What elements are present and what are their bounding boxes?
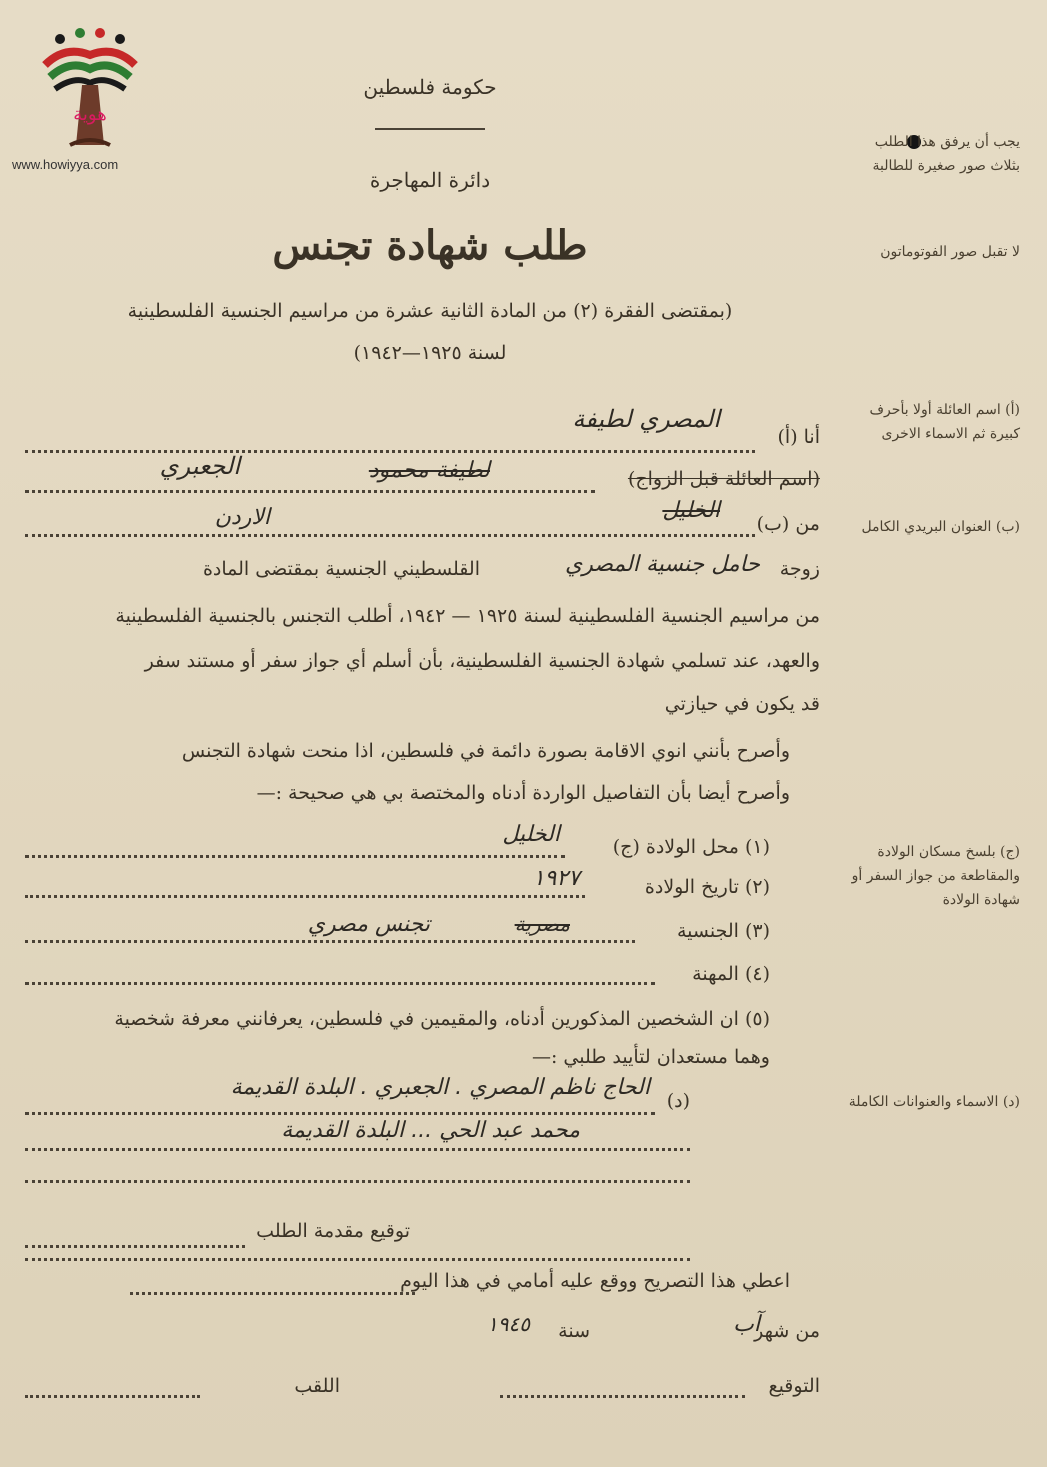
subtitle-line-2: لسنة ١٩٢٥—١٩٤٢) bbox=[353, 342, 507, 364]
blank-dots-2 bbox=[25, 1258, 690, 1261]
item-5-line-2: وهما مستعدان لتأييد طلبي :— bbox=[531, 1046, 770, 1068]
government-heading: حكومة فلسطين bbox=[363, 75, 497, 99]
official-title-dots bbox=[25, 1395, 200, 1398]
field-b-dots bbox=[25, 534, 755, 537]
month-value[interactable]: آب bbox=[733, 1312, 760, 1337]
item-5-line-1: (٥) ان الشخصين المذكورين أدناه، والمقيمين في فلسطين، يعرفانني معرفة شخصية bbox=[114, 1008, 770, 1030]
wife-of-value[interactable]: حامل جنسية المصري bbox=[564, 552, 760, 577]
applicant-signature-dots bbox=[25, 1245, 245, 1248]
blank-dots-1 bbox=[25, 1180, 690, 1183]
declaration-text: اعطي هذا التصريح ووقع عليه أمامي في هذا اليوم bbox=[400, 1270, 790, 1292]
svg-text:هوية: هوية bbox=[73, 104, 107, 125]
wife-of-rest: القلسطيني الجنسية بمقتضى المادة bbox=[202, 558, 480, 580]
howiyya-logo bbox=[12, 25, 150, 172]
margin-note-photos: يجب أن يرفق هذا الطلب بثلاث صور صغيرة للطالبة bbox=[872, 134, 1020, 174]
ref-1-value[interactable]: الحاج ناظم المصري . الجعبري . البلدة القديمة bbox=[230, 1075, 650, 1100]
margin-note-a: (أ) اسم العائلة أولا بأحرف كبيرة ثم الاسماء الاخرى bbox=[869, 402, 1020, 442]
tree-logo-icon bbox=[30, 25, 150, 153]
paragraph-4: وأصرح بأنني انوي الاقامة بصورة دائمة في فلسطين، اذا منحت شهادة التجنس bbox=[181, 740, 790, 762]
field-b-label: من (ب) bbox=[756, 513, 820, 535]
ref-2-value[interactable]: محمد عبد الحي ... البلدة القديمة bbox=[281, 1118, 580, 1143]
item-2-value[interactable]: ١٩٢٧ bbox=[532, 866, 580, 891]
ref-1-dots bbox=[25, 1112, 655, 1115]
month-label: من شهر bbox=[754, 1320, 820, 1342]
item-3-dots bbox=[25, 940, 635, 943]
maiden-struck-value: لطيفة محمود bbox=[368, 458, 490, 483]
field-b-value[interactable]: الخليل bbox=[662, 498, 720, 523]
item-3-value[interactable]: تجنس مصري bbox=[307, 912, 430, 937]
department-heading: دائرة المهاجرة bbox=[369, 168, 491, 192]
maiden-dots bbox=[25, 490, 595, 493]
paragraph-1: من مراسيم الجنسية الفلسطينية لسنة ١٩٢٥ — ١٩٤٢، أطلب التجنس بالجنسية الفلسطينية bbox=[115, 605, 820, 627]
item-3-struck: مصرية bbox=[514, 912, 570, 936]
official-sign-label: التوقيع bbox=[768, 1375, 820, 1397]
item-1-label: (١) محل الولادة (ج) bbox=[612, 836, 770, 858]
paragraph-2: والعهد، عند تسلمي شهادة الجنسية الفلسطينية، بأن أسلم أي جواز سفر أو مستند سفر bbox=[144, 650, 820, 672]
header-divider bbox=[375, 128, 485, 130]
item-2-label: (٢) تاريخ الولادة bbox=[644, 876, 770, 898]
ref-2-dots bbox=[25, 1148, 690, 1151]
year-label: سنة bbox=[558, 1320, 590, 1342]
paragraph-5: وأصرح أيضا بأن التفاصيل الواردة أدناه والمختصة بي هي صحيحة :— bbox=[256, 782, 790, 804]
subtitle-line-1: (بمقتضى الفقرة (٢) من المادة الثانية عشرة من مراسيم الجنسية الفلسطينية bbox=[127, 300, 733, 322]
item-1-value[interactable]: الخليل bbox=[502, 822, 560, 847]
official-sign-dots bbox=[500, 1395, 745, 1398]
page-title: طلب شهادة تجنس bbox=[272, 222, 588, 269]
site-url: www.howiyya.com bbox=[12, 157, 119, 172]
item-4-label: (٤) المهنة bbox=[692, 963, 770, 985]
margin-note-b: (ب) العنوان البريدي الكامل bbox=[861, 519, 1020, 535]
item-2-dots bbox=[25, 895, 585, 898]
year-value[interactable]: ١٩٤٥ bbox=[487, 1312, 530, 1336]
margin-note-c: (ج) بلسخ مسكان الولادة والمقاطعة من جواز السفر أو شهادة الولادة bbox=[851, 844, 1020, 908]
official-title-label: اللقب bbox=[294, 1375, 340, 1397]
margin-note-photomaton: لا تقبل صور الفوتوماتون bbox=[880, 244, 1020, 260]
declaration-dots bbox=[130, 1292, 415, 1295]
item-3-label: (٣) الجنسية bbox=[676, 920, 770, 942]
paragraph-3: قد يكون في حيازتي bbox=[664, 693, 820, 715]
wife-of-label: زوجة bbox=[779, 558, 820, 580]
ref-1-label: (د) bbox=[666, 1090, 690, 1112]
maiden-value[interactable]: الجعبري bbox=[159, 452, 240, 480]
margin-note-d: (د) الاسماء والعنوانات الكاملة bbox=[848, 1094, 1020, 1110]
maiden-label: (اسم العائلة قبل الزواج) bbox=[627, 468, 820, 490]
field-a-value[interactable]: المصري لطيفة bbox=[572, 405, 720, 433]
field-b-extra[interactable]: الاردن bbox=[214, 505, 270, 530]
field-a-label: أنا (أ) bbox=[777, 426, 820, 448]
item-1-dots bbox=[25, 855, 565, 858]
applicant-signature-label: توقيع مقدمة الطلب bbox=[256, 1220, 410, 1242]
item-4-dots bbox=[25, 982, 655, 985]
